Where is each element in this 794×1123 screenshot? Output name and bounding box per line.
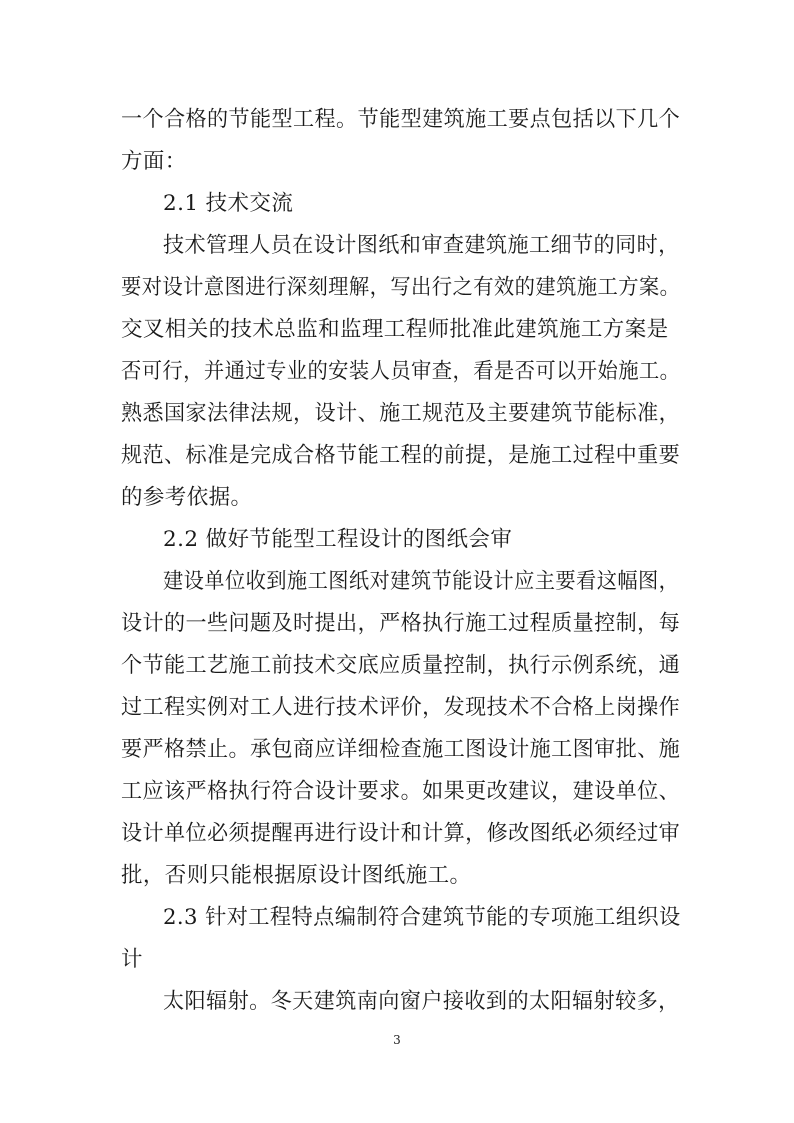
paragraph-line: 个节能工艺施工前技术交底应质量控制，执行示例系统，通 [121, 653, 681, 678]
paragraph-line: 方面： [121, 149, 187, 174]
section-heading: 2.1 技术交流 [163, 191, 294, 216]
paragraph-line: 太阳辐射。冬天建筑南向窗户接收到的太阳辐射较多， [163, 989, 680, 1014]
section-heading-continuation: 计 [121, 947, 143, 972]
paragraph-line: 过工程实例对工人进行技术评价，发现技术不合格上岗操作 [121, 695, 681, 720]
paragraph-line: 熟悉国家法律法规，设计、施工规范及主要建筑节能标准， [121, 401, 681, 426]
paragraph-line: 要对设计意图进行深刻理解，写出行之有效的建筑施工方案。 [121, 275, 681, 300]
paragraph-line: 要严格禁止。承包商应详细检查施工图设计施工图审批、施 [121, 737, 681, 762]
paragraph-line: 设计的一些问题及时提出，严格执行施工过程质量控制，每 [121, 611, 681, 636]
paragraph-line: 一个合格的节能型工程。节能型建筑施工要点包括以下几个 [121, 107, 681, 132]
paragraph-line: 设计单位必须提醒再进行设计和计算，修改图纸必须经过审 [121, 821, 681, 846]
page-number: 3 [393, 1033, 401, 1047]
paragraph-line: 规范、标准是完成合格节能工程的前提，是施工过程中重要 [121, 443, 681, 468]
paragraph-line: 否可行，并通过专业的安装人员审查，看是否可以开始施工。 [121, 359, 681, 384]
paragraph-line: 建设单位收到施工图纸对建筑节能设计应主要看这幅图， [163, 569, 680, 594]
section-heading: 2.3 针对工程特点编制符合建筑节能的专项施工组织设 [163, 905, 681, 930]
paragraph-line: 技术管理人员在设计图纸和审查建筑施工细节的同时， [163, 233, 680, 258]
paragraph-line: 批，否则只能根据原设计图纸施工。 [121, 863, 472, 888]
section-heading: 2.2 做好节能型工程设计的图纸会审 [163, 527, 513, 552]
paragraph-line: 工应该严格执行符合设计要求。如果更改建议，建设单位、 [121, 779, 681, 804]
paragraph-line: 交叉相关的技术总监和监理工程师批准此建筑施工方案是 [121, 317, 669, 342]
paragraph-line: 的参考依据。 [121, 485, 253, 510]
